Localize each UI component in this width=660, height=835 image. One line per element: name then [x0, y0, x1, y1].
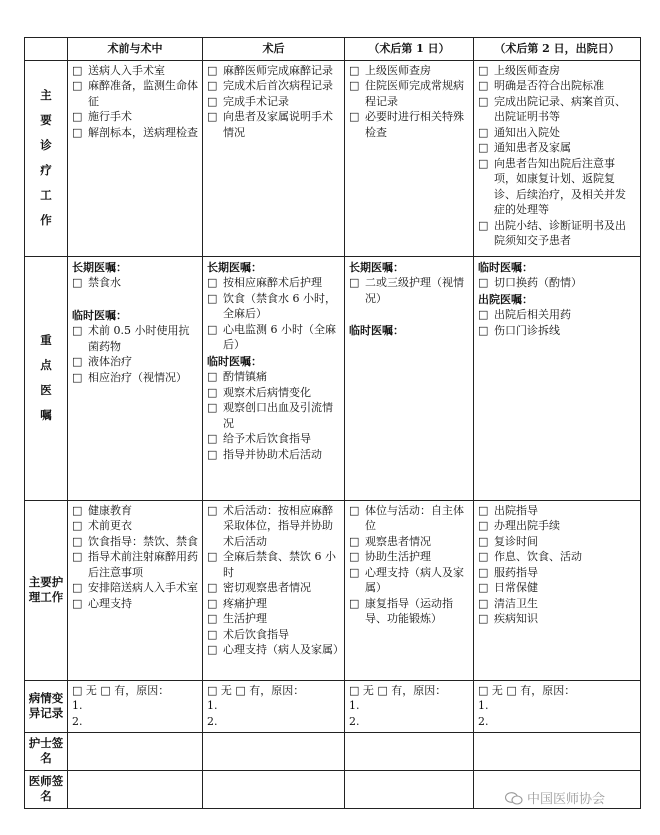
- checklist-item: [478, 218, 636, 249]
- checkbox[interactable]: □: [478, 323, 489, 337]
- temporary-orders-title: 临时医嘱：: [72, 308, 127, 322]
- checklist-item: [72, 63, 198, 79]
- checkbox[interactable]: □: [72, 63, 83, 77]
- checklist-item-text: 健康教育: [88, 503, 132, 517]
- checklist-item-text: 麻醉准备，监测生命体征: [88, 79, 198, 108]
- checklist-item-text: 上级医师查房: [494, 63, 560, 77]
- checkbox[interactable]: □: [207, 550, 218, 563]
- checklist-item: [72, 78, 198, 109]
- checklist-item: [478, 140, 636, 156]
- checklist-item-text: 饮食指导：禁饮、禁食: [88, 534, 198, 548]
- row-label-char: 诊: [40, 138, 52, 152]
- variation-line[interactable]: □ 无 □ 有，原因：: [72, 683, 170, 697]
- nurse-sign-field[interactable]: [68, 732, 203, 770]
- checklist-item: [72, 370, 198, 386]
- checklist-item-text: 术后活动：按相应麻醉采取体位，指导并协助术后活动: [223, 503, 333, 548]
- checkbox[interactable]: □: [349, 79, 360, 92]
- checklist-item: [207, 275, 340, 291]
- checkbox[interactable]: □: [72, 355, 83, 368]
- checklist-item: [207, 627, 340, 643]
- checklist-item-text: 心电监测 6 小时（全麻后）: [223, 322, 336, 351]
- checklist-item-text: 生活护理: [223, 612, 267, 625]
- variation-line: 2.: [207, 714, 218, 728]
- nurse-sign-field[interactable]: [474, 732, 641, 770]
- checklist-item-text: 安排陪送病人入手术室: [88, 581, 198, 594]
- checkbox[interactable]: □: [72, 534, 83, 548]
- variation-line: 1.: [478, 699, 489, 712]
- checkbox[interactable]: □: [349, 110, 360, 123]
- temporary-orders-title: 临时医嘱：: [478, 260, 533, 274]
- variation-cell: [68, 680, 203, 732]
- checklist-item: [207, 400, 340, 431]
- row-label-char: 疗: [40, 163, 52, 177]
- checklist-item-text: 给予术后饮食指导: [223, 432, 311, 445]
- checklist-item-text: 酌情镇痛: [223, 370, 267, 383]
- checklist-item-text: 禁食水: [88, 276, 121, 289]
- long-term-orders-title: 长期医嘱：: [207, 260, 262, 274]
- checklist-item: [478, 503, 636, 519]
- orders-cell: [68, 256, 203, 500]
- row-label-char: 工: [40, 188, 52, 202]
- checklist-item: [207, 503, 340, 550]
- checkbox[interactable]: □: [207, 276, 218, 289]
- checklist-item: [207, 322, 340, 353]
- variation-line: 2.: [72, 714, 83, 728]
- checklist-item: [478, 275, 636, 291]
- checklist-item: [207, 369, 340, 385]
- variation-cell: [345, 680, 474, 732]
- checkbox[interactable]: □: [72, 370, 83, 384]
- row-label-char: 主: [40, 88, 52, 102]
- checklist-item: [207, 109, 340, 140]
- checkbox[interactable]: □: [478, 276, 489, 289]
- checklist-item: [207, 431, 340, 447]
- variation-line: 2.: [478, 714, 489, 728]
- checklist-item: [72, 354, 198, 370]
- checklist-item-text: 康复指导（运动指导、功能锻炼）: [365, 596, 453, 625]
- checkbox[interactable]: □: [72, 519, 83, 532]
- checkbox[interactable]: □: [349, 550, 360, 563]
- checkbox[interactable]: □: [478, 156, 489, 170]
- checklist-item-text: 体位与活动：自主体位: [365, 503, 464, 532]
- long-term-orders-list: [72, 275, 198, 291]
- checklist-item-text: 完成手术记录: [223, 94, 289, 108]
- doctor-sign-field[interactable]: [345, 770, 474, 808]
- checklist-item: [478, 565, 636, 581]
- checklist-item-text: 出院指导: [494, 503, 538, 517]
- nursing-cell: [203, 500, 345, 680]
- checklist-item: [349, 503, 469, 534]
- orders-row: [25, 256, 641, 500]
- row-label-char: 重: [40, 333, 52, 347]
- checklist-item: [207, 78, 340, 94]
- checklist-item: [478, 611, 636, 627]
- checklist-item: [207, 642, 344, 658]
- discharge-orders-title: 出院医嘱：: [478, 292, 533, 306]
- temporary-orders-list: [72, 323, 198, 385]
- checklist-item-text: 观察患者情况: [365, 534, 431, 548]
- checklist-item-text: 二或三级护理（视情况）: [365, 276, 464, 305]
- checklist-item-text: 通知患者及家属: [494, 141, 571, 154]
- checklist-item: [72, 503, 198, 519]
- diagnosis-cell: [203, 60, 345, 256]
- checklist-item: [72, 580, 198, 596]
- checkbox[interactable]: □: [207, 612, 218, 625]
- checklist-item-text: 通知出入院处: [494, 125, 560, 139]
- checkbox[interactable]: □: [72, 581, 83, 594]
- nurse-sign-label: 护士签名: [25, 732, 68, 770]
- checkbox[interactable]: □: [72, 550, 83, 563]
- checkbox[interactable]: □: [207, 322, 218, 336]
- checkbox[interactable]: □: [207, 581, 218, 594]
- checkbox[interactable]: □: [349, 534, 360, 548]
- checklist-item-text: 观察创口出血及引流情况: [223, 401, 333, 430]
- checklist-item-text: 办理出院手续: [494, 519, 560, 532]
- header-postop-day1: （术后第 1 日）: [345, 38, 474, 61]
- checklist-item-text: 饮食（禁食水 6 小时，全麻后）: [223, 291, 336, 320]
- diagnosis-row: [25, 60, 641, 256]
- checklist-item-text: 液体治疗: [88, 355, 132, 368]
- checkbox[interactable]: □: [207, 627, 218, 641]
- checklist-item-text: 心理支持（病人及家属）: [223, 643, 344, 656]
- orders-row-label: [25, 256, 68, 500]
- variation-line[interactable]: □ 无 □ 有，原因：: [478, 683, 576, 697]
- header-postop: 术后: [203, 38, 345, 61]
- checkbox[interactable]: □: [478, 79, 489, 92]
- temporary-orders-title: 临时医嘱：: [207, 354, 262, 368]
- checklist-item: [349, 534, 469, 550]
- checkbox[interactable]: □: [207, 94, 218, 108]
- checkbox[interactable]: □: [207, 432, 218, 445]
- clinical-pathway-table: [24, 37, 641, 809]
- checklist-item-text: 术前 0.5 小时使用抗菌药物: [88, 324, 190, 353]
- variation-line[interactable]: □ 无 □ 有，原因：: [207, 683, 305, 697]
- checklist-item: [72, 596, 198, 612]
- checklist-item: [349, 549, 469, 565]
- checklist-item: [72, 549, 198, 580]
- checklist-item: [72, 534, 198, 550]
- checkbox[interactable]: □: [478, 550, 489, 563]
- temporary-orders-title: 临时医嘱：: [349, 324, 404, 337]
- checklist-item-text: 向患者告知出院后注意事项，如康复计划、返院复诊、后续治疗，及相关并发症的处理等: [494, 156, 626, 216]
- diagnosis-cell: [68, 60, 203, 256]
- checklist-item-text: 住院医师完成常规病程记录: [365, 79, 464, 108]
- checkbox[interactable]: □: [207, 63, 218, 77]
- temporary-orders-list: [207, 369, 340, 462]
- variation-row-label: 病情变异记录: [25, 680, 68, 732]
- checklist-item: [349, 565, 469, 596]
- row-label-char: 医: [40, 383, 52, 397]
- checklist-item: [207, 385, 340, 401]
- checklist-item: [478, 125, 636, 141]
- checkbox[interactable]: □: [478, 63, 489, 77]
- checkbox[interactable]: □: [478, 141, 489, 154]
- row-label-char: 作: [40, 213, 52, 227]
- variation-line: 1.: [207, 699, 218, 712]
- checkbox[interactable]: □: [478, 94, 489, 108]
- checkbox[interactable]: □: [207, 643, 218, 656]
- header-row: [25, 38, 641, 61]
- checklist-item-text: 相应治疗（视情况）: [88, 370, 187, 384]
- checklist-item: [349, 78, 469, 109]
- checklist-item-text: 心理支持: [88, 596, 132, 610]
- checklist-item: [207, 291, 340, 322]
- long-term-orders-title: 长期医嘱：: [349, 260, 404, 274]
- nursing-cell: [345, 500, 474, 680]
- checklist-item: [207, 549, 340, 580]
- long-term-orders-title: 长期医嘱：: [72, 260, 127, 274]
- watermark: [505, 788, 605, 807]
- nurse-sign-field[interactable]: [345, 732, 474, 770]
- checkbox[interactable]: □: [478, 612, 489, 625]
- checklist-item-text: 术后饮食指导: [223, 627, 289, 641]
- checklist-item: [478, 518, 636, 534]
- temporary-orders-list: [478, 275, 636, 291]
- watermark-text: 中国医师协会: [527, 792, 606, 807]
- checklist-item-text: 伤口门诊拆线: [494, 323, 560, 337]
- checkbox[interactable]: □: [72, 110, 83, 123]
- checkbox[interactable]: □: [478, 503, 489, 517]
- checkbox[interactable]: □: [207, 503, 218, 517]
- checklist-item: [478, 78, 636, 94]
- checklist-item: [72, 518, 198, 534]
- nurse-sign-field[interactable]: [203, 732, 345, 770]
- checklist-item-text: 日常保健: [494, 581, 538, 594]
- checkbox[interactable]: □: [72, 125, 83, 139]
- checkbox[interactable]: □: [72, 503, 83, 517]
- variation-cell: [474, 680, 641, 732]
- row-label-char: 点: [40, 358, 52, 372]
- checkbox[interactable]: □: [349, 503, 360, 517]
- checkbox[interactable]: □: [349, 565, 360, 579]
- checklist-item-text: 解剖标本，送病理检查: [88, 125, 198, 139]
- header-corner: [25, 38, 68, 61]
- nursing-cell: [474, 500, 641, 680]
- checklist-item: [349, 109, 469, 140]
- checklist-item-text: 切口换药（酌情）: [494, 276, 582, 289]
- checklist-item: [478, 156, 636, 218]
- row-label-char: 要: [40, 113, 52, 127]
- checklist-item: [72, 323, 198, 354]
- checklist-item-text: 施行手术: [88, 110, 132, 123]
- checklist-item: [72, 109, 198, 125]
- checklist-item-text: 服药指导: [494, 565, 538, 579]
- checklist-item-text: 疾病知识: [494, 612, 538, 625]
- checklist-item: [72, 125, 198, 141]
- checkbox[interactable]: □: [349, 276, 360, 289]
- checkbox[interactable]: □: [349, 63, 360, 77]
- wechat-icon: [505, 792, 523, 805]
- checklist-item-text: 出院后相关用药: [494, 308, 571, 321]
- doctor-sign-field[interactable]: [68, 770, 203, 808]
- checklist-item: [349, 596, 469, 627]
- checklist-item: [478, 580, 636, 596]
- long-term-orders-list: [207, 275, 340, 353]
- checkbox[interactable]: □: [478, 218, 489, 232]
- doctor-sign-label: 医师签名: [25, 770, 68, 808]
- nursing-cell: [68, 500, 203, 680]
- variation-line: 2.: [349, 714, 360, 728]
- checklist-item: [478, 323, 636, 339]
- checklist-item-text: 清洁卫生: [494, 596, 538, 610]
- checkbox[interactable]: □: [72, 324, 83, 337]
- checklist-item: [478, 596, 636, 612]
- checklist-item-text: 上级医师查房: [365, 63, 431, 77]
- checkbox[interactable]: □: [207, 401, 218, 414]
- nursing-row-label: 主要护理工作: [25, 500, 68, 680]
- checkbox[interactable]: □: [207, 447, 218, 461]
- checklist-item-text: 观察术后病情变化: [223, 385, 311, 399]
- checklist-item: [478, 63, 636, 79]
- nurse-sign-row: [25, 732, 641, 770]
- checkbox[interactable]: □: [207, 110, 218, 123]
- checkbox[interactable]: □: [207, 385, 218, 399]
- checklist-item: [349, 63, 469, 79]
- checkbox[interactable]: □: [207, 291, 218, 305]
- checklist-item: [478, 534, 636, 550]
- variation-line[interactable]: □ 无 □ 有，原因：: [349, 683, 447, 697]
- checkbox[interactable]: □: [478, 125, 489, 139]
- orders-cell: [203, 256, 345, 500]
- checklist-item: [207, 447, 340, 463]
- checklist-item-text: 心理支持（病人及家属）: [365, 565, 464, 594]
- row-label-char: 嘱: [40, 408, 52, 422]
- checklist-item-text: 复诊时间: [494, 534, 538, 548]
- checklist-item: [478, 307, 636, 323]
- checklist-item-text: 完成术后首次病程记录: [223, 79, 333, 92]
- discharge-orders-list: [478, 307, 636, 338]
- checklist-item-text: 作息、饮食、活动: [494, 550, 582, 563]
- checkbox[interactable]: □: [478, 519, 489, 532]
- checkbox[interactable]: □: [72, 79, 83, 92]
- checklist-item-text: 完成出院记录、病案首页、出院证明书等: [494, 94, 626, 123]
- diagnosis-row-label: [25, 60, 68, 256]
- checklist-item-text: 出院小结、诊断证明书及出院须知交予患者: [494, 218, 626, 247]
- variation-line: 1.: [349, 699, 360, 712]
- long-term-orders-list: [349, 275, 469, 306]
- nursing-row: [25, 500, 641, 680]
- checklist-item-text: 指导术前注射麻醉用药后注意事项: [88, 550, 198, 579]
- checklist-item: [478, 94, 636, 125]
- diagnosis-cell: [474, 60, 641, 256]
- variation-row: [25, 680, 641, 732]
- checklist-item: [349, 275, 469, 306]
- checkbox[interactable]: □: [478, 308, 489, 321]
- checklist-item-text: 明确是否符合出院标准: [494, 79, 604, 92]
- checklist-item: [207, 94, 340, 110]
- checklist-item-text: 疼痛护理: [223, 596, 267, 610]
- checkbox[interactable]: □: [207, 79, 218, 92]
- checklist-item-text: 指导并协助术后活动: [223, 447, 322, 461]
- checklist-item: [207, 63, 340, 79]
- checklist-item: [478, 549, 636, 565]
- variation-line: 1.: [72, 699, 83, 712]
- diagnosis-cell: [345, 60, 474, 256]
- checklist-item-text: 麻醉医师完成麻醉记录: [223, 63, 333, 77]
- checkbox[interactable]: □: [207, 370, 218, 383]
- checkbox[interactable]: □: [72, 596, 83, 610]
- checkbox[interactable]: □: [478, 596, 489, 610]
- orders-cell: [345, 256, 474, 500]
- checkbox[interactable]: □: [207, 596, 218, 610]
- checkbox[interactable]: □: [72, 276, 83, 289]
- header-postop-day2: （术后第 2 日，出院日）: [474, 38, 641, 61]
- checklist-item-text: 协助生活护理: [365, 550, 431, 563]
- checklist-item-text: 密切观察患者情况: [223, 581, 311, 594]
- header-preop: 术前与术中: [68, 38, 203, 61]
- checklist-item: [72, 275, 198, 291]
- doctor-sign-field[interactable]: [203, 770, 345, 808]
- checklist-item-text: 向患者及家属说明手术情况: [223, 110, 333, 139]
- checklist-item-text: 全麻后禁食、禁饮 6 小时: [223, 550, 336, 579]
- checklist-item: [207, 611, 340, 627]
- checklist-item: [207, 596, 340, 612]
- checklist-item: [207, 580, 340, 596]
- checkbox[interactable]: □: [349, 596, 360, 610]
- orders-cell: [474, 256, 641, 500]
- checklist-item-text: 必要时进行相关特殊检查: [365, 110, 464, 139]
- checkbox[interactable]: □: [478, 581, 489, 594]
- checklist-item-text: 按相应麻醉术后护理: [223, 276, 322, 289]
- checkbox[interactable]: □: [478, 565, 489, 579]
- variation-cell: [203, 680, 345, 732]
- checkbox[interactable]: □: [478, 534, 489, 548]
- checklist-item-text: 送病人入手术室: [88, 63, 165, 77]
- checklist-item-text: 术前更衣: [88, 519, 132, 532]
